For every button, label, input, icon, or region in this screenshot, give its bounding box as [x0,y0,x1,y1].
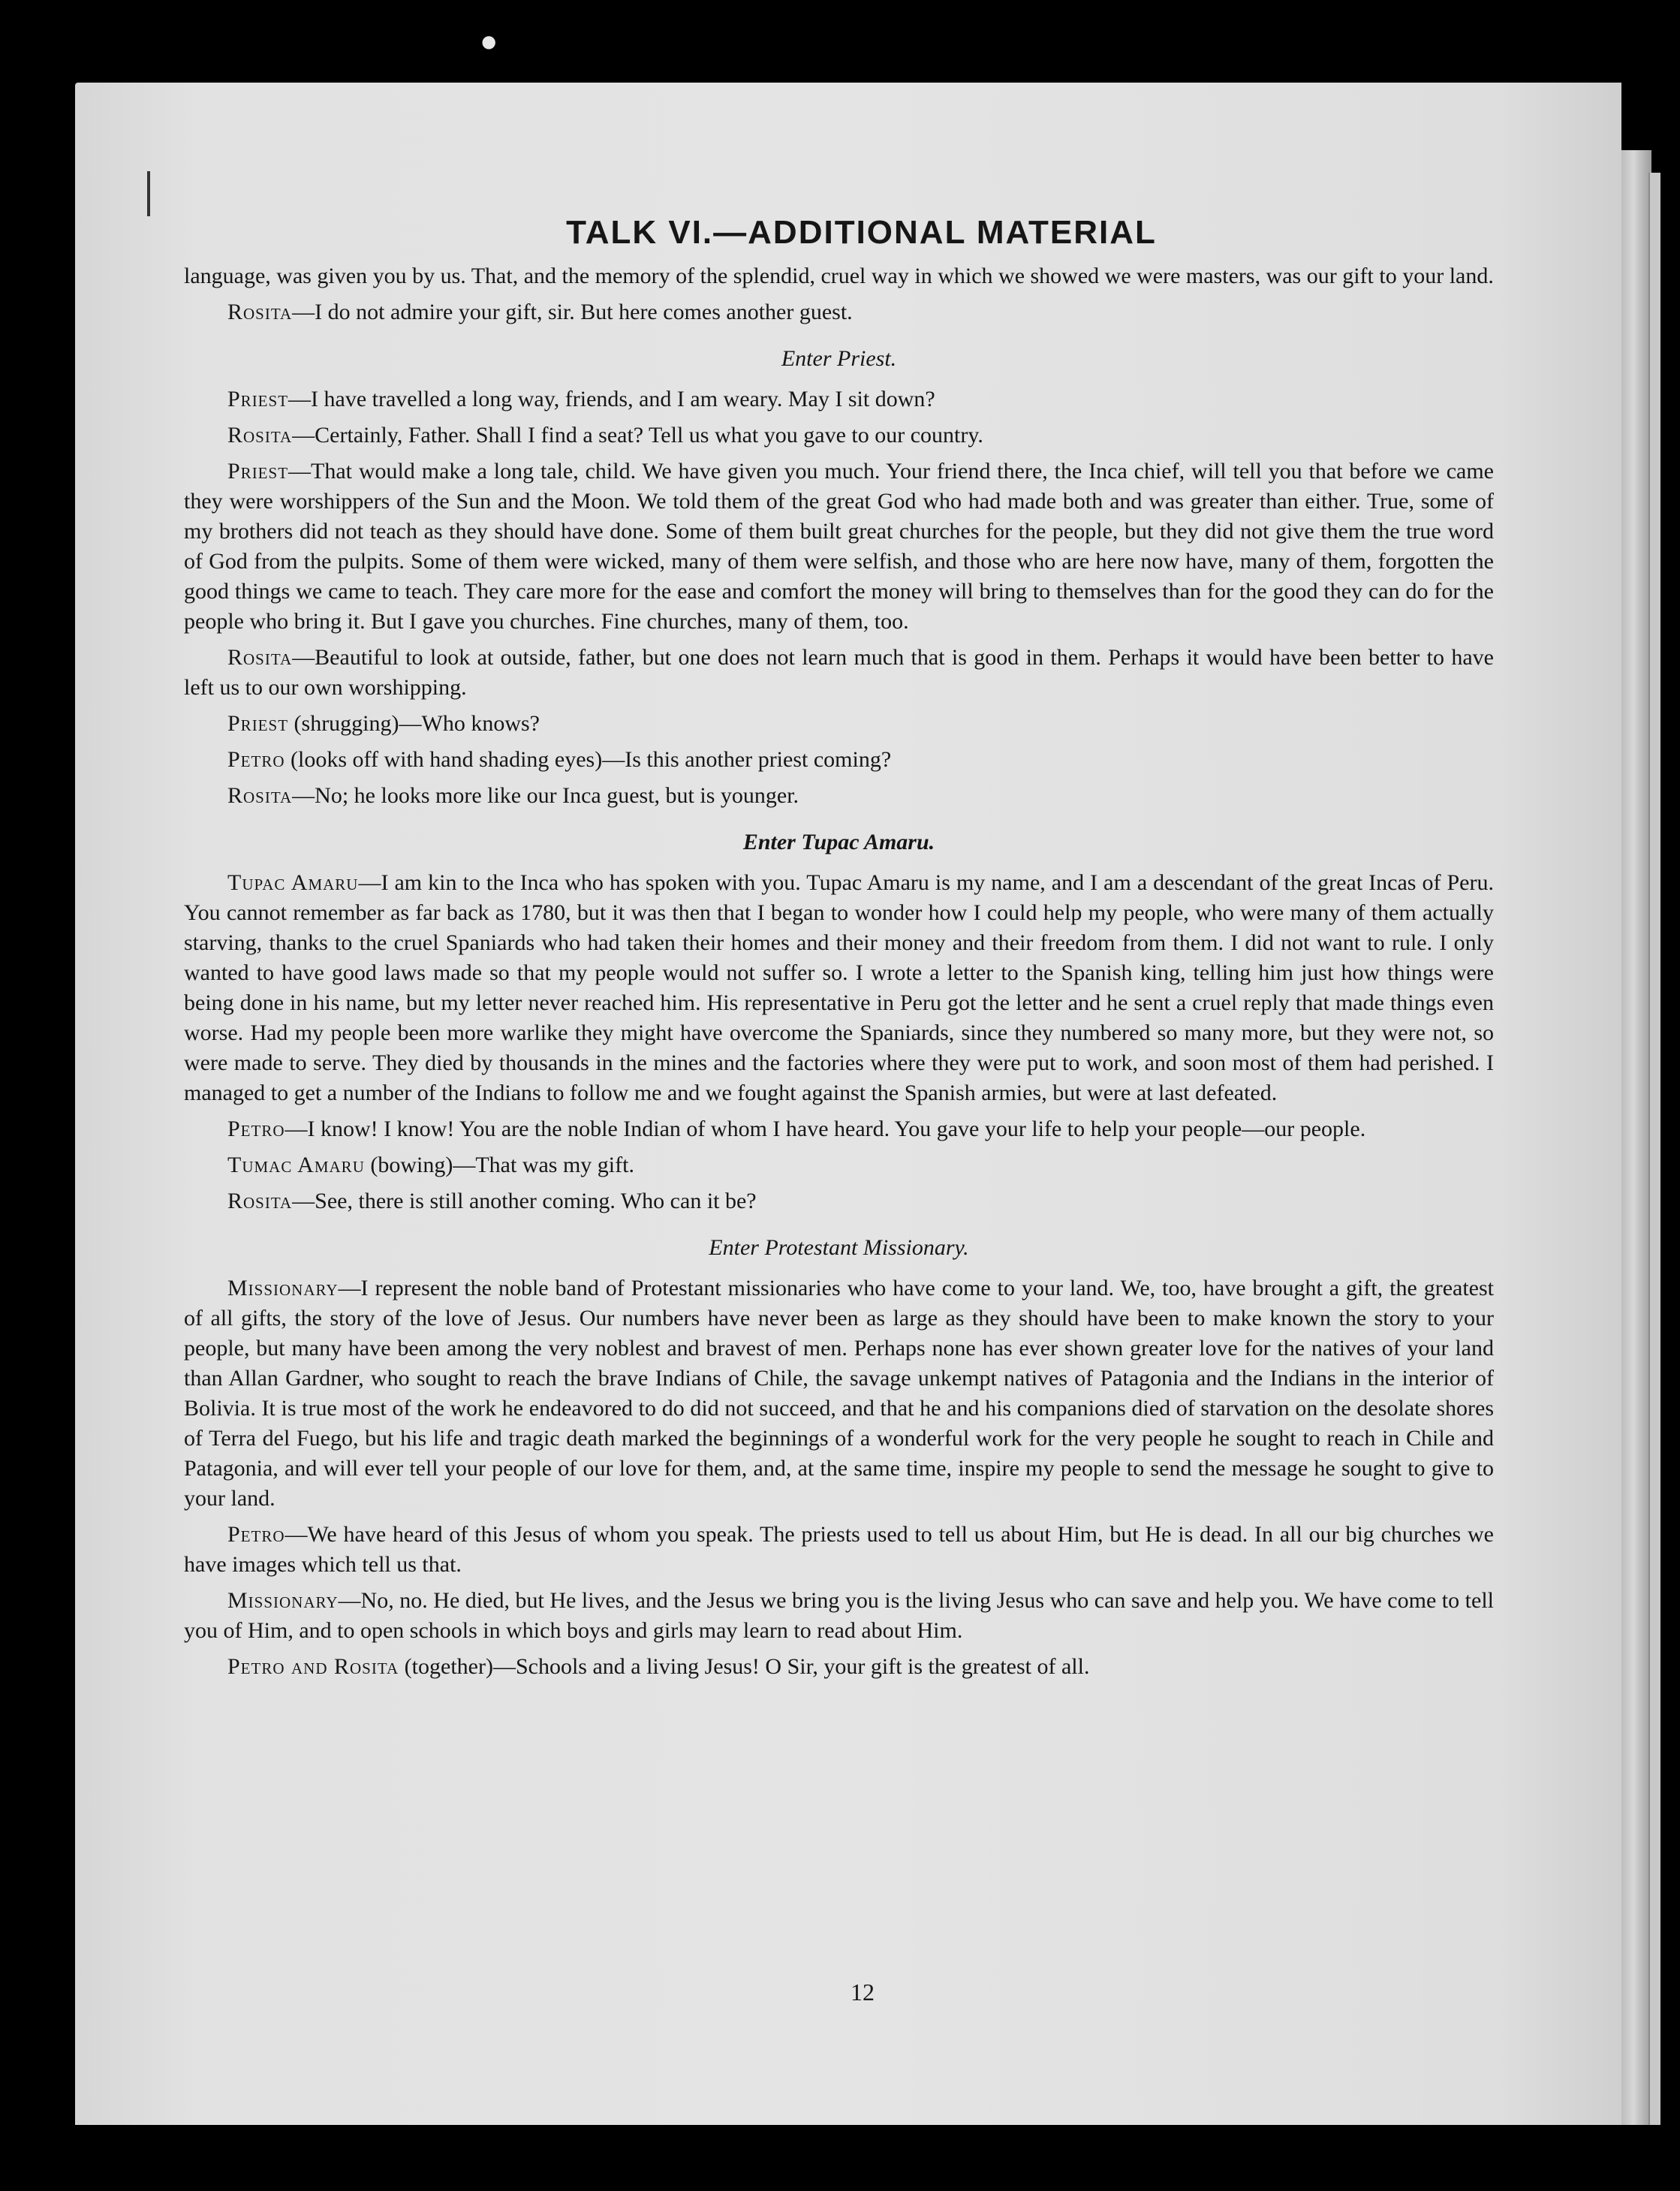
page-content [184,214,1494,1688]
dialogue-text: —I have travelled a long way, friends, and I am weary. May I sit down? [288,387,935,411]
page-title: TALK VI.—ADDITIONAL MATERIAL [566,214,1157,251]
speaker-name: Rosita [227,423,293,448]
dialogue-text: —I do not admire your gift, sir. But here comes another guest. [292,300,853,324]
speaker-name: Petro [227,1522,285,1547]
page-edge-inner [1648,173,1660,2125]
speaker-name: Priest [227,387,289,411]
page-number: 12 [851,1979,875,2006]
speaker-name: Rosita [227,645,293,670]
dialogue-text: —Certainly, Father. Shall I find a seat? Tell us what you gave to our country. [292,423,983,448]
dialogue-text: —We have heard of this Jesus of whom you speak. The priests used to tell us about Him, but He is dead. In all our big churches we have images which tell us that. [184,1522,1494,1577]
dialogue-line [184,745,1494,775]
speaker-name: Missionary [227,1276,339,1300]
dialogue-text: (shrugging)—Who knows? [288,711,540,736]
dialogue-line [184,457,1494,637]
dialogue-line [184,384,1494,414]
margin-tick [147,171,150,216]
dialogue-text: —No; he looks more like our Inca guest, but is younger. [292,783,799,808]
dialogue-line [184,1150,1494,1180]
speaker-name: Rosita [227,783,293,808]
speaker-name: Tupac Amaru [227,870,359,895]
speaker-name: Missionary [227,1588,339,1613]
dialogue-text: —I know! I know! You are the noble Indian of whom I have heard. You gave your life to help your people—our people. [285,1117,1366,1141]
stage-direction: Enter Tupac Amaru. [742,830,935,854]
dialogue-line [184,1520,1494,1580]
dialogue-text: —That would make a long tale, child. We have given you much. Your friend there, the Inca chief, will tell you that before we came they were worshippers of the Sun and the Moon. We told them of the great God who had made both and was greater than either. True, some of my brothers did not teach as they should have done. Some of them built great churches for the people, but they did not give them the true word of God from the pulpits. Some of them were wicked, many of them were selfish, and those who are here now have, many of them, forgotten the good things we came to teach. They care more for the ease and comfort the money will bring to themselves than for the good they can do for the people who bring it. But I gave you churches. Fine churches, many of them, too. [184,459,1494,634]
dialogue-line [184,1186,1494,1216]
speaker-name: Rosita [227,1189,293,1213]
speaker-name: Petro and Rosita [227,1654,399,1679]
page-edge [1621,150,1651,2125]
dialogue-line [184,420,1494,451]
dialogue-text: (together)—Schools and a living Jesus! O Sir, your gift is the greatest of all. [399,1654,1090,1679]
dialogue-text: (looks off with hand shading eyes)—Is this another priest coming? [285,747,892,772]
dialogue-text: —I am kin to the Inca who has spoken with you. Tupac Amaru is my name, and I am a descendant of the great Incas of Peru. You cannot remember as far back as 1780, but it was then that I began to wonder how I could help my people, who were many of them actually starving, thanks to the cruel Spaniards who had taken their homes and their money and their freedom from them. I did not want to rule. I only wanted to have good laws made so that my people would not suffer so. I wrote a letter to the Spanish king, telling him just how things were being done in his name, but my letter never reached him. His representative in Peru got the letter and he sent a cruel reply that made things even worse. Had my people been more warlike they might have overcome the Spaniards, since they numbered so many more, but they were not, so were made to serve. They died by thousands in the mines and the factories where they were put to work, and soon most of them had perished. I managed to get a number of the Indians to follow me and we fought against the Spanish armies, but were at last defeated. [184,870,1494,1105]
speaker-name: Tumac Amaru [227,1153,365,1177]
dialogue-text: (bowing)—That was my gift. [364,1153,634,1177]
speaker-name: Priest [227,459,289,484]
dialogue-line [184,297,1494,327]
body-text [184,261,1494,1682]
dialogue-line [184,868,1494,1108]
speaker-name: Petro [227,1117,285,1141]
stage-direction: Enter Protestant Missionary. [709,1235,969,1260]
dialogue-line [184,709,1494,739]
dialogue-line [184,1114,1494,1144]
speaker-name: Priest [227,711,289,736]
continued-paragraph: language, was given you by us. That, and the memory of the splendid, cruel way in which we showed we were masters, was our gift to your land. [184,264,1494,288]
speaker-name: Petro [227,747,285,772]
dialogue-text: —I represent the noble band of Protestant missionaries who have come to your land. We, too, have brought a gift, the greatest of all gifts, the story of the love of Jesus. Our numbers have never been as large as they should have been to make known the story to your people, but many have been among the very noblest and bravest of men. Perhaps none has ever shown greater love for the natives of your land than Allan Gardner, who sought to reach the brave Indians of Chile, the savage unkempt natives of Patagonia and the Indians in the interior of Bolivia. It is true most of the work he endeavored to do did not succeed, and that he and his companions died of starvation on the desolate shores of Terra del Fuego, but his life and tragic death marked the beginnings of a wonderful work for the very people he sought to reach in Chile and Patagonia, and will ever tell your people of our love for them, and, at the same time, inspire my people to send the message he sought to give to your land. [184,1276,1494,1511]
dialogue-line [184,781,1494,811]
dialogue-line [184,1586,1494,1646]
binding-mark: • [480,16,498,69]
dialogue-line [184,1652,1494,1682]
dialogue-line [184,1273,1494,1514]
speaker-name: Rosita [227,300,293,324]
dialogue-text: —No, no. He died, but He lives, and the Jesus we bring you is the living Jesus who can save and help you. We have come to tell you of Him, and to open schools in which boys and girls may learn to read about Him. [184,1588,1494,1643]
dialogue-text: —Beautiful to look at outside, father, but one does not learn much that is good in them. Perhaps it would have been better to have left us to our own worshipping. [184,645,1494,700]
dialogue-text: —See, there is still another coming. Who can it be? [292,1189,757,1213]
dialogue-line [184,643,1494,703]
stage-direction: Enter Priest. [781,346,897,371]
